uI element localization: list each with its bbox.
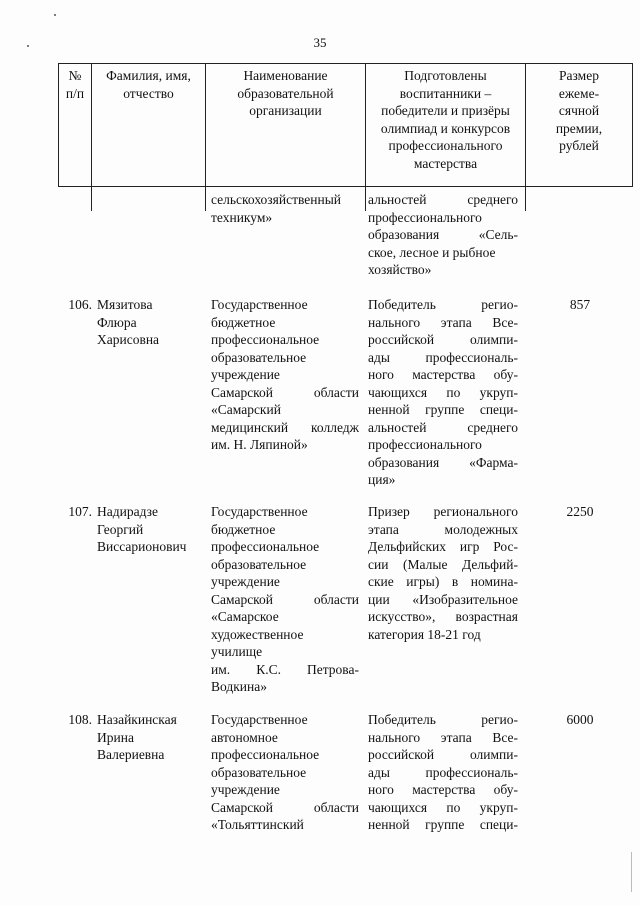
header-achievements: Подготовлены воспитанники – победители и призёры олимпиад и конкурсов профессионального мастерства (380, 68, 511, 171)
achievements: Призер регионального этапа молодежных Дельфийских игр Рос- сии (Малые Дельфий- ские игры) в номина- ции «Изобразительное искусство», возрастная категория 18-21 год (368, 504, 518, 642)
person-name: Мязитова Флюра Харисовна (97, 297, 160, 347)
organization: Государственное бюджетное профессиональное образовательное учреждение Самарской области «Самарский медицинский колледж им. Н. Ляпиной» (211, 297, 359, 452)
scan-edge-mark (631, 852, 632, 892)
organization: Государственное автономное профессиональное образовательное учреждение Самарской области «Тольяттинский (211, 712, 359, 832)
col-divider (205, 187, 206, 211)
person-name: Назайкинская Ирина Валериевна (97, 712, 177, 762)
col-divider (365, 187, 366, 211)
achievements: Победитель регио- нального этапа Все- российской олимпи- ады профессиональ- ного мастерства обу- чающихся по укруп- ненной группе специ- альностей среднего профессионального образования «Фарма- ция» (368, 297, 518, 487)
organization: Государственное бюджетное профессиональное образовательное учреждение Самарской области «Самарское художественное училище им. К.С. Петрова- Водкина» (211, 504, 359, 694)
header-num: № п/п (65, 68, 85, 101)
page-number: 35 (313, 35, 327, 50)
row-number: 108. (68, 712, 92, 727)
bonus-amount: 6000 (566, 712, 594, 727)
continuation-org: сельскохозяйственный техникум» (211, 192, 341, 225)
header-name: Фамилия, имя, отчество (106, 68, 191, 101)
header-org: Наименование образовательной организации (237, 68, 334, 118)
col-divider (525, 187, 526, 211)
row-number: 106. (68, 297, 92, 312)
bonus-amount: 2250 (566, 504, 594, 519)
row-number: 107. (68, 504, 92, 519)
continuation-achievements: альностей среднего профессионального образования «Сель- ское, лесное и рыбное хозяйство» (368, 192, 518, 277)
header-bonus: Размер ежеме- сячной премии, рублей (555, 68, 603, 153)
scan-speck (54, 14, 56, 16)
person-name: Надирадзе Георгий Виссарионович (97, 504, 187, 554)
bonus-amount: 857 (569, 297, 591, 312)
achievements: Победитель регио- нального этапа Все- российской олимпи- ады профессиональ- ного мастерства обу- чающихся по укруп- ненной группе специ- (368, 712, 518, 832)
col-divider (91, 187, 92, 211)
